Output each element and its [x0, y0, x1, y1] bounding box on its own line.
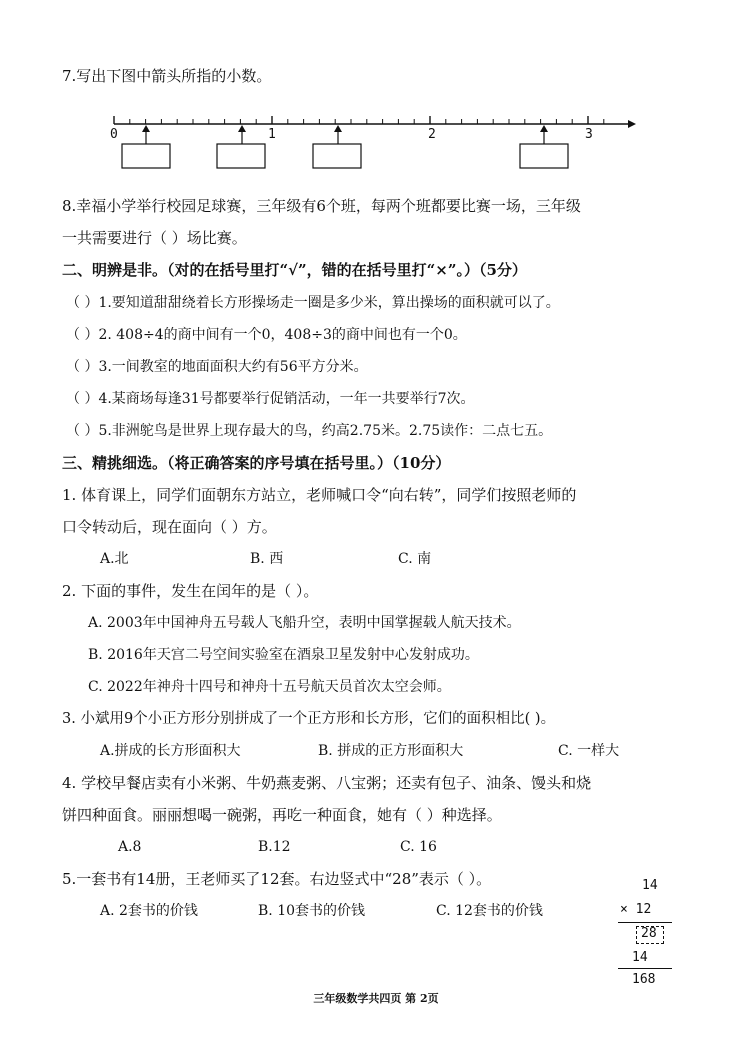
vertical-partial-2: 14: [632, 950, 648, 965]
mc-q2-option-b: B. 2016年天宫二号空间实验室在酒泉卫星发射中心发射成功。: [88, 647, 479, 663]
tick-label-1: 1: [268, 127, 276, 142]
q8-line-2: 一共需要进行（ ）场比赛。: [62, 229, 247, 247]
tick-label-2: 2: [428, 127, 436, 142]
page-footer: 三年级数学共四页 第 2页: [313, 992, 439, 1005]
mc-q2-option-a: A. 2003年中国神舟五号载人飞船升空，表明中国掌握载人航天技术。: [88, 615, 521, 631]
mc-q1-option-c: C. 南: [398, 551, 432, 567]
mc-q4-option-c: C. 16: [400, 839, 437, 855]
section3-title: 三、精挑细选。（将正确答案的序号填在括号里。）（10分）: [62, 454, 451, 472]
q7-text: 7.写出下图中箭头所指的小数。: [62, 67, 272, 85]
mc-q4-option-a: A.8: [118, 839, 142, 855]
arrow-3: [334, 125, 342, 144]
mc-q3-option-a: A.拼成的长方形面积大: [100, 743, 241, 759]
mc-q2-stem: 2. 下面的事件，发生在闰年的是（ ）。: [62, 582, 319, 600]
mc-q5-option-a: A. 2套书的价钱: [100, 903, 198, 919]
mc-q1-line-2: 口令转动后，现在面向（ ）方。: [62, 518, 277, 536]
vertical-partial-1: 28: [641, 926, 657, 941]
judge-item-2: （ ）2. 408÷4的商中间有一个0，408÷3的商中间也有一个0。: [66, 327, 467, 343]
judge-item-5: （ ）5.非洲鸵鸟是世界上现存最大的鸟，约高2.75米。2.75读作：二点七五。: [66, 423, 553, 439]
section2-title: 二、明辨是非。（对的在括号里打“√”，错的在括号里打“×”。）（5分）: [62, 261, 527, 279]
number-line-ticks: [114, 116, 604, 124]
vertical-line-2: [618, 968, 672, 969]
mc-q3-option-c: C. 一样大: [558, 743, 620, 759]
arrow-2: [238, 125, 246, 144]
vertical-multiplication: [612, 872, 672, 990]
mc-q5-option-c: C. 12套书的价钱: [436, 903, 543, 919]
mc-q1-line-1: 1. 体育课上，同学们面朝东方站立，老师喊口令“向右转”，同学们按照老师的: [62, 486, 577, 504]
answer-box-3: [313, 144, 361, 168]
judge-item-1: （ ）1.要知道甜甜绕着长方形操场走一圈是多少米，算出操场的面积就可以了。: [66, 295, 560, 311]
mc-q3-option-b: B. 拼成的正方形面积大: [318, 743, 464, 759]
tick-label-3: 3: [585, 127, 593, 142]
mc-q1-option-a: A.北: [100, 551, 129, 567]
judge-item-3: （ ）3.一间教室的地面面积大约有56平方分米。: [66, 359, 368, 375]
mc-q2-option-c: C. 2022年神舟十四号和神舟十五号航天员首次太空会师。: [88, 679, 451, 695]
arrow-4: [540, 125, 548, 144]
vertical-result: 168: [632, 972, 656, 987]
mc-q5-option-b: B. 10套书的价钱: [258, 903, 366, 919]
answer-box-4: [520, 144, 568, 168]
mc-q1-option-b: B. 西: [250, 551, 284, 567]
vertical-line-1: [618, 922, 672, 923]
mc-q3-stem: 3. 小斌用9个小正方形分别拼成了一个正方形和长方形，它们的面积相比( )。: [62, 711, 556, 727]
number-line: [100, 110, 645, 172]
tick-label-0: 0: [110, 127, 118, 142]
vertical-multiplier: × 12: [620, 902, 652, 917]
vertical-multiplicand: 14: [642, 878, 658, 893]
mc-q4-line-2: 饼四种面食。丽丽想喝一碗粥，再吃一种面食，她有（ ）种选择。: [62, 806, 502, 824]
judge-item-4: （ ）4.某商场每逢31号都要举行促销活动，一年一共要举行7次。: [66, 391, 475, 407]
q8-line-1: 8.幸福小学举行校园足球赛，三年级有6个班，每两个班都要比赛一场，三年级: [62, 197, 581, 215]
mc-q5-stem: 5.一套书有14册，王老师买了12套。右边竖式中“28”表示（ ）。: [62, 870, 492, 888]
answer-box-2: [217, 144, 265, 168]
mc-q4-line-1: 4. 学校早餐店卖有小米粥、牛奶燕麦粥、八宝粥；还卖有包子、油条、馒头和烧: [62, 774, 592, 792]
mc-q4-option-b: B.12: [258, 839, 291, 855]
arrow-1: [142, 125, 150, 144]
number-line-arrowhead: [628, 120, 636, 128]
answer-box-1: [122, 144, 170, 168]
